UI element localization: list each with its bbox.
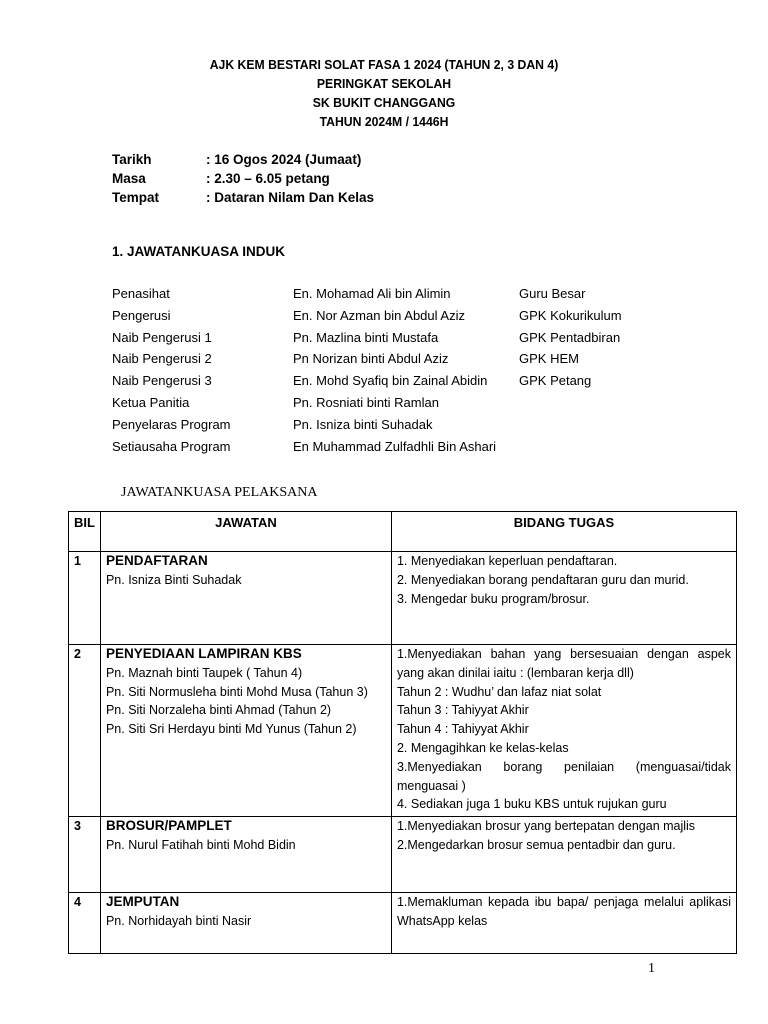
member-name: Pn. Siti Sri Herdayu binti Md Yunus (Tahun 2) (105, 722, 357, 737)
row-jawatan (100, 552, 391, 645)
row-jawatan (100, 645, 391, 817)
row-bidang-tugas (391, 645, 736, 817)
committee-name: En Muhammad Zulfadhli Bin Ashari (293, 438, 497, 454)
jawatan-title: JEMPUTAN (105, 894, 180, 909)
table-row (69, 552, 737, 645)
committee-role: Penasihat (112, 286, 170, 301)
committee-row (112, 436, 622, 458)
committee-row (112, 392, 622, 414)
task-item: Tahun 3 : Tahiyyat Akhir (396, 703, 529, 718)
committee-name: Pn Norizan binti Abdul Aziz (293, 351, 449, 367)
task-item: 3.Menyediakan borang penilaian (menguasai/tidak menguasai ) (396, 759, 731, 793)
committee-row (112, 283, 622, 305)
committee-row (112, 348, 622, 370)
task-item: 1. Menyediakan keperluan pendaftaran. (396, 554, 618, 568)
committee-name: Pn. Mazlina binti Mustafa (293, 329, 439, 345)
header-bidang-tugas: BIDANG TUGAS (391, 512, 736, 552)
committee-position: Guru Besar (519, 286, 586, 301)
jawatan-title: PENYEDIAAN LAMPIRAN KBS (105, 646, 302, 661)
committee-row (112, 305, 622, 327)
jawatan-title: BROSUR/PAMPLET (105, 818, 232, 833)
task-item: 1.Menyediakan brosur yang bertepatan dengan majlis (396, 819, 696, 833)
table-row (69, 645, 737, 817)
task-item: 2. Mengagihkan ke kelas-kelas (396, 740, 569, 755)
info-row-time (112, 169, 374, 188)
heading-line-2: PERINGKAT SEKOLAH (316, 76, 452, 91)
member-name: Pn. Norhidayah binti Nasir (105, 913, 252, 928)
jawatan-title: PENDAFTARAN (105, 553, 208, 568)
row-bidang-tugas (391, 893, 736, 954)
member-name: Pn. Nurul Fatihah binti Mohd Bidin (105, 837, 296, 852)
header-bil: BIL (69, 512, 101, 552)
task-item: 2.Mengedarkan brosur semua pentadbir dan guru. (396, 837, 676, 852)
row-jawatan (100, 817, 391, 893)
section-title-executive-committee: JAWATANKUASA PELAKSANA (121, 485, 318, 500)
member-name: Pn. Isniza Binti Suhadak (105, 572, 242, 587)
member-name: Pn. Maznah binti Taupek ( Tahun 4) (105, 665, 303, 680)
task-item: Tahun 2 : Wudhu’ dan lafaz niat solat (396, 684, 602, 699)
executive-committee-table (68, 511, 737, 954)
committee-role: Setiausaha Program (112, 438, 231, 454)
table-row (69, 893, 737, 954)
row-bidang-tugas (391, 817, 736, 893)
info-label: Tempat (112, 190, 160, 205)
task-item: 1.Memakluman kepada ibu bapa/ penjaga melalui aplikasi WhatsApp kelas (396, 895, 731, 928)
task-item: Tahun 4 : Tahiyyat Akhir (396, 722, 529, 737)
committee-role: Naib Pengerusi 1 (112, 329, 212, 345)
heading-line-1: AJK KEM BESTARI SOLAT FASA 1 2024 (TAHUN 2, 3 DAN 4) (209, 57, 559, 72)
committee-row (112, 327, 622, 349)
committee-role: Pengerusi (112, 307, 171, 323)
info-label: Tarikh (112, 152, 152, 167)
info-row-date (112, 150, 374, 169)
row-number: 4 (69, 893, 101, 954)
info-value: : 2.30 – 6.05 petang (206, 171, 330, 186)
info-value: : 16 Ogos 2024 (Jumaat) (206, 152, 362, 167)
committee-name: Pn. Rosniati binti Ramlan (293, 394, 439, 410)
task-item: 2. Menyediakan borang pendaftaran guru dan murid. (396, 572, 689, 587)
row-number: 3 (69, 817, 101, 893)
row-bidang-tugas (391, 552, 736, 645)
header-jawatan: JAWATAN (100, 512, 391, 552)
committee-position: GPK Kokurikulum (519, 307, 622, 323)
committee-name: En. Mohd Syafiq bin Zainal Abidin (293, 373, 488, 389)
committee-position: GPK Petang (519, 373, 592, 389)
row-number: 1 (69, 552, 101, 645)
section-title-main-committee: 1. JAWATANKUASA INDUK (112, 244, 286, 259)
committee-role: Ketua Panitia (112, 394, 190, 410)
task-item: 1.Menyediakan bahan yang bersesuaian dengan aspek yang akan dinilai iaitu : (lembaran kerja dll) (396, 647, 731, 680)
committee-row (112, 370, 622, 392)
document-heading (23, 55, 745, 131)
task-item: 3. Mengedar buku program/brosur. (396, 591, 590, 606)
table-header-row (69, 512, 737, 552)
info-row-place (112, 188, 374, 207)
committee-position: GPK Pentadbiran (519, 329, 621, 345)
table-row (69, 817, 737, 893)
main-committee-list (112, 283, 622, 457)
info-value: : Dataran Nilam Dan Kelas (206, 190, 375, 205)
committee-role: Naib Pengerusi 3 (112, 373, 212, 389)
row-number: 2 (69, 645, 101, 817)
committee-name: En. Mohamad Ali bin Alimin (293, 286, 451, 301)
task-item: 4. Sediakan juga 1 buku KBS untuk rujukan guru (396, 797, 667, 812)
committee-position: GPK HEM (519, 351, 579, 367)
committee-role: Penyelaras Program (112, 416, 231, 432)
committee-row (112, 414, 622, 436)
row-jawatan (100, 893, 391, 954)
committee-role: Naib Pengerusi 2 (112, 351, 212, 367)
event-info (112, 150, 374, 207)
page-number: 1 (648, 961, 655, 976)
member-name: Pn. Siti Norzaleha binti Ahmad (Tahun 2) (105, 703, 332, 718)
info-label: Masa (112, 171, 146, 186)
member-name: Pn. Siti Normusleha binti Mohd Musa (Tahun 3) (105, 684, 368, 699)
heading-line-4: TAHUN 2024M / 1446H (319, 114, 449, 129)
heading-line-3: SK BUKIT CHANGGANG (312, 95, 456, 110)
committee-name: En. Nor Azman bin Abdul Aziz (293, 307, 465, 323)
committee-name: Pn. Isniza binti Suhadak (293, 416, 433, 432)
